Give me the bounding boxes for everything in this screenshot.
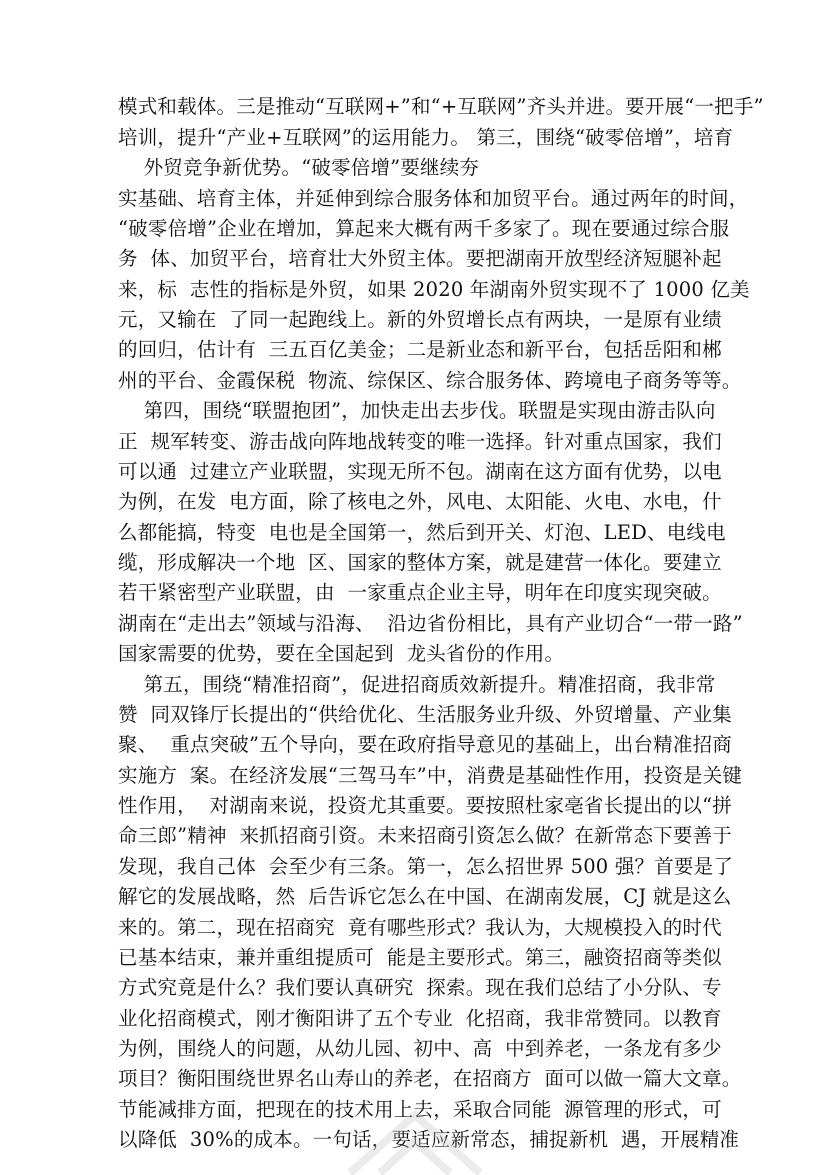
body-text-line: 来的。第二，现在招商究 竟有哪些形式？我认为，大规模投入的时代 xyxy=(118,916,722,939)
body-text-line: 若干紧密型产业联盟，由 一家重点企业主导，明年在印度实现突破。 xyxy=(118,581,722,604)
body-text-line: 州的平台、金霞保税 物流、综保区、综合服务体、跨境电子商务等等。 xyxy=(118,369,742,392)
body-text-line: 外贸竞争新优势。“破零倍增”要继续夯 xyxy=(118,156,480,179)
body-text-line: 实基础、培育主体，并延伸到综合服务体和加贸平台。通过两年的时间， xyxy=(118,187,749,210)
paragraph-start-line: 第五，围绕“精准招商”，促进招商质效新提升。精准招商，我非常 xyxy=(118,673,716,696)
body-text-line: 发现，我自己体 会至少有三条。第一，怎么招世界 500 强？首要是了 xyxy=(118,855,734,878)
body-text-line: 方式究竟是什么？我们要认真研究 探索。现在我们总结了小分队、专 xyxy=(118,976,722,999)
body-text-line: 为例，在发 电方面，除了核电之外，风电、太阳能、火电、水电，什 xyxy=(118,490,722,513)
body-text-line: 来，标 志性的指标是外贸，如果 2020 年湖南外贸实现不了 1000 亿美 xyxy=(118,278,750,301)
watermark-logo-icon xyxy=(330,1095,500,1175)
body-text-line: 湖南在“走出去”领域与沿海、 沿边省份相比，具有产业切合“一带一路” xyxy=(118,612,743,635)
body-text-line: 解它的发展战略，然 后告诉它怎么在中国、在湖南发展，CJ 就是这么 xyxy=(118,885,732,908)
body-text-line: 已基本结束，兼并重组提质可 能是主要形式。第三，融资招商等类似 xyxy=(118,946,722,969)
body-text-line: 正 规军转变、游击战向阵地战转变的唯一选择。针对重点国家，我们 xyxy=(118,430,722,453)
body-text-line: 项目？衡阳围绕世界名山寿山的养老，在招商方 面可以做一篇大文章。 xyxy=(118,1067,742,1090)
body-text-line: 的回归，估计有 三五百亿美金；二是新业态和新平台，包括岳阳和郴 xyxy=(118,338,722,361)
body-text-line: 命三郎”精神 来抓招商引资。未来招商引资怎么做？在新常态下要善于 xyxy=(118,824,732,847)
body-text-line: 务 体、加贸平台，培育壮大外贸主体。要把湖南开放型经济短腿补起 xyxy=(118,247,722,270)
body-text-line: 业化招商模式，刚才衡阳讲了五个专业 化招商，我非常赞同。以教育 xyxy=(118,1007,722,1030)
body-text-line: 么都能搞，特变 电也是全国第一，然后到开关、灯泡、LED、电线电 xyxy=(118,521,726,544)
body-text-line: 以降低 30%的成本。一句话，要适应新常态，捕捉新机 遇，开展精准 xyxy=(118,1128,740,1151)
body-text-line: 缆，形成解决一个地 区、国家的整体方案，就是建营一体化。要建立 xyxy=(118,551,722,574)
body-text-line: “破零倍增”企业在增加，算起来大概有两千多家了。现在要通过综合服 xyxy=(118,217,730,240)
body-text-line: 赞 同双锋厅长提出的“供给优化、生活服务业升级、外贸增量、产业集 xyxy=(118,703,732,726)
body-text-line: 元，又输在 了同一起跑线上。新的外贸增长点有两块，一是原有业绩 xyxy=(118,308,722,331)
body-text-line: 培训，提升“产业+互联网”的运用能力。 第三，围绕“破零倍增”，培育 xyxy=(118,126,734,149)
body-text-line: 国家需要的优势，要在全国起到 龙头省份的作用。 xyxy=(118,642,565,665)
body-text-line: 可以通 过建立产业联盟，实现无所不包。湖南在这方面有优势，以电 xyxy=(118,460,722,483)
body-text-line: 为例，围绕人的问题，从幼儿园、初中、高 中到养老，一条龙有多少 xyxy=(118,1037,722,1060)
body-text-line: 节能减排方面，把现在的技术用上去，采取合同能 源管理的形式，可 xyxy=(118,1098,722,1121)
body-text-line: 性作用， 对湖南来说，投资尤其重要。要按照杜家亳省长提出的以“拼 xyxy=(118,794,732,817)
body-text-line: 模式和载体。三是推动“互联网+”和“+互联网”齐头并进。要开展“一把手” xyxy=(118,95,764,118)
body-text-line: 聚、 重点突破”五个导向，要在政府指导意见的基础上，出台精准招商 xyxy=(118,733,732,756)
paragraph-start-line: 第四，围绕“联盟抱团”，加快走出去步伐。联盟是实现由游击队向 xyxy=(118,399,716,422)
body-text-line: 实施方 案。在经济发展“三驾马车”中，消费是基础性作用，投资是关键 xyxy=(118,764,743,787)
